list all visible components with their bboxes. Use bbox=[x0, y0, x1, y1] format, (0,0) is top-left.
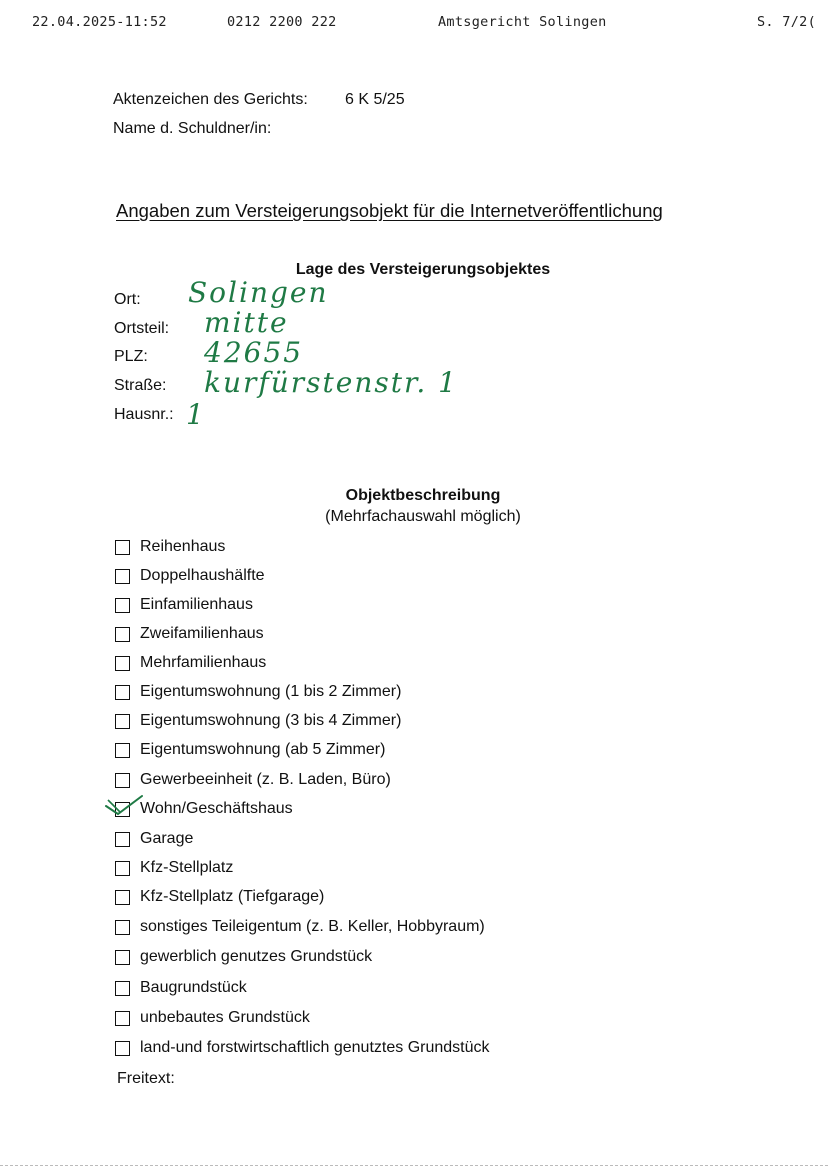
checkbox[interactable] bbox=[115, 743, 130, 758]
checkbox-label: Eigentumswohnung (ab 5 Zimmer) bbox=[140, 741, 386, 758]
strasse-handwritten-value: kurfürstenstr. 1 bbox=[204, 366, 458, 399]
plz-handwritten-value: 42655 bbox=[204, 336, 304, 369]
checkbox[interactable] bbox=[115, 540, 130, 555]
checkbox[interactable] bbox=[115, 714, 130, 729]
checkbox-label: Eigentumswohnung (1 bis 2 Zimmer) bbox=[140, 683, 402, 700]
checkbox-label: Baugrundstück bbox=[140, 979, 247, 996]
checkbox-label: Eigentumswohnung (3 bis 4 Zimmer) bbox=[140, 712, 402, 729]
ort-label: Ort: bbox=[114, 291, 141, 308]
ortsteil-handwritten-value: mitte bbox=[204, 306, 289, 339]
fax-datetime: 22.04.2025-11:52 bbox=[32, 14, 167, 30]
checkbox[interactable] bbox=[115, 950, 130, 965]
page-bottom-edge bbox=[0, 1165, 828, 1166]
checkbox[interactable] bbox=[115, 598, 130, 613]
objekt-subtitle: (Mehrfachauswahl möglich) bbox=[325, 508, 521, 525]
checkbox[interactable] bbox=[115, 861, 130, 876]
ortsteil-label: Ortsteil: bbox=[114, 320, 170, 337]
checkbox[interactable] bbox=[115, 685, 130, 700]
checkbox[interactable] bbox=[115, 1011, 130, 1026]
checkbox-label: land-und forstwirtschaftlich genutztes Grundstück bbox=[140, 1039, 490, 1056]
fax-phone: 0212 2200 222 bbox=[227, 14, 337, 30]
plz-label: PLZ: bbox=[114, 348, 148, 365]
checkbox-label: Gewerbeeinheit (z. B. Laden, Büro) bbox=[140, 771, 391, 788]
checkbox[interactable] bbox=[115, 627, 130, 642]
checkbox-label: Zweifamilienhaus bbox=[140, 625, 264, 642]
handwritten-check-mark-icon bbox=[104, 794, 144, 818]
checkbox-label: Doppelhaushälfte bbox=[140, 567, 265, 584]
checkbox[interactable] bbox=[115, 569, 130, 584]
aktenzeichen-value: 6 K 5/25 bbox=[345, 91, 405, 108]
checkbox[interactable] bbox=[115, 1041, 130, 1056]
checkbox-label: Mehrfamilienhaus bbox=[140, 654, 267, 671]
aktenzeichen-label: Aktenzeichen des Gerichts: bbox=[113, 91, 308, 108]
hausnr-handwritten-value: 1 bbox=[186, 398, 206, 431]
checkbox-label: Wohn/Geschäftshaus bbox=[140, 800, 293, 817]
checkbox-label: unbebautes Grundstück bbox=[140, 1009, 310, 1026]
hausnr-label: Hausnr.: bbox=[114, 406, 174, 423]
schuldner-label: Name d. Schuldner/in: bbox=[113, 120, 272, 137]
checkbox[interactable] bbox=[115, 773, 130, 788]
objekt-title: Objektbeschreibung bbox=[345, 487, 501, 504]
ort-handwritten-value: Solingen bbox=[188, 276, 329, 309]
strasse-label: Straße: bbox=[114, 377, 167, 394]
checkbox[interactable] bbox=[115, 656, 130, 671]
checkbox-label: Reihenhaus bbox=[140, 538, 226, 555]
checkbox-label: gewerblich genutzes Grundstück bbox=[140, 948, 373, 965]
fax-page: S. 7/2( bbox=[757, 14, 816, 30]
checkbox-label: Garage bbox=[140, 830, 194, 847]
fax-sender: Amtsgericht Solingen bbox=[438, 14, 607, 30]
checkbox[interactable] bbox=[115, 832, 130, 847]
checkbox-label: Einfamilienhaus bbox=[140, 596, 253, 613]
checkbox-label: sonstiges Teileigentum (z. B. Keller, Hobbyraum) bbox=[140, 918, 485, 935]
checkbox[interactable] bbox=[115, 802, 130, 817]
checkbox[interactable] bbox=[115, 890, 130, 905]
document-heading: Angaben zum Versteigerungsobjekt für die Internetveröffentlichung bbox=[116, 200, 663, 221]
freitext-label: Freitext: bbox=[117, 1070, 175, 1087]
checkbox[interactable] bbox=[115, 981, 130, 996]
checkbox-label: Kfz-Stellplatz bbox=[140, 859, 234, 876]
lage-title: Lage des Versteigerungsobjektes bbox=[295, 261, 551, 278]
checkbox-label: Kfz-Stellplatz (Tiefgarage) bbox=[140, 888, 325, 905]
checkbox[interactable] bbox=[115, 920, 130, 935]
